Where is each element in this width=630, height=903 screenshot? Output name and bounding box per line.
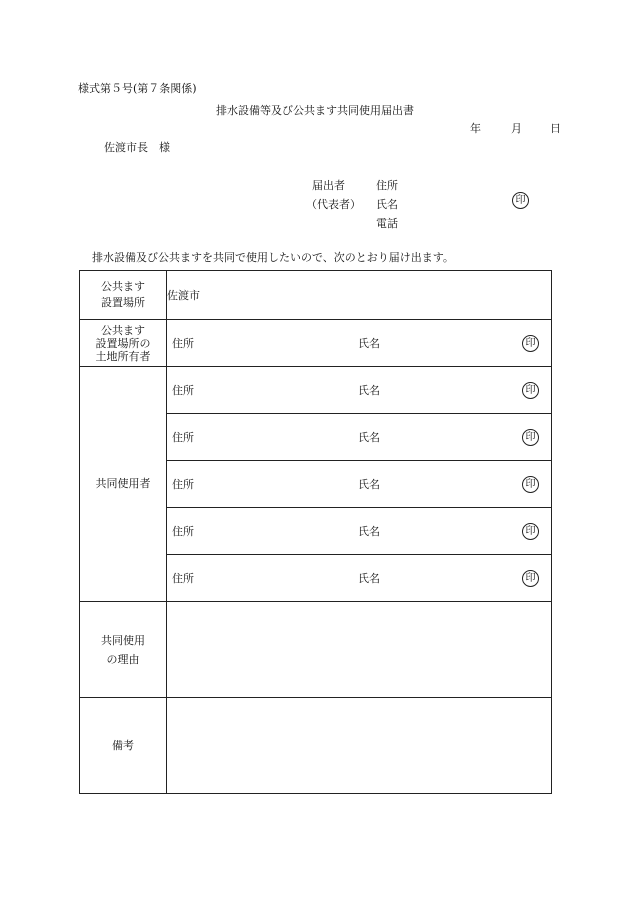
- user-name-label: 氏名: [358, 384, 380, 397]
- seal-mark: 印: [512, 192, 529, 209]
- user-name-label: 氏名: [358, 572, 380, 585]
- user-address-label: 住所: [172, 525, 194, 538]
- user-row-2[interactable]: [167, 414, 552, 461]
- notifier-phone-label: 電話: [376, 217, 398, 230]
- owner-label: [80, 320, 167, 367]
- user-seal: 印: [522, 570, 539, 587]
- user-row-4[interactable]: [167, 508, 552, 555]
- date-line: [470, 120, 561, 136]
- reason-label-line2: の理由: [106, 652, 140, 666]
- reason-label-line1: 共同使用: [101, 633, 145, 647]
- user-seal: 印: [522, 429, 539, 446]
- user-address-label: 住所: [172, 572, 194, 585]
- document-title: 排水設備等及び公共ます共同使用届出書: [216, 104, 414, 117]
- user-row-3[interactable]: [167, 461, 552, 508]
- user-name-label: 氏名: [358, 478, 380, 491]
- location-value: 佐渡市: [167, 289, 200, 302]
- user-name-label: 氏名: [358, 431, 380, 444]
- notifier-sublabel: （代表者）: [306, 198, 361, 211]
- location-label: [80, 271, 167, 320]
- addressee: 佐渡市長 様: [104, 141, 170, 154]
- owner-name-label: 氏名: [358, 337, 380, 350]
- owner-cell[interactable]: [167, 320, 552, 367]
- reason-cell[interactable]: [167, 602, 552, 698]
- user-seal: 印: [522, 476, 539, 493]
- remarks-label: 備考: [80, 698, 167, 794]
- users-label: 共同使用者: [80, 367, 167, 602]
- location-value-cell[interactable]: [167, 271, 552, 320]
- notifier-seal: [512, 192, 529, 209]
- user-address-label: 住所: [172, 478, 194, 491]
- location-label-line2: 設置場所: [101, 296, 145, 309]
- owner-label-line3: 土地所有者: [95, 349, 151, 363]
- notifier-block: [306, 176, 398, 233]
- notifier-label: 届出者: [312, 179, 345, 192]
- date-year-label: 年: [470, 122, 481, 135]
- owner-label-line2: 設置場所の: [95, 336, 151, 350]
- user-name-label: 氏名: [358, 525, 380, 538]
- user-address-label: 住所: [172, 384, 194, 397]
- user-row-1[interactable]: [167, 367, 552, 414]
- reason-label: [80, 602, 167, 698]
- application-table: [79, 270, 552, 794]
- owner-address-label: 住所: [172, 337, 194, 350]
- owner-seal: 印: [522, 335, 539, 352]
- user-row-5[interactable]: [167, 555, 552, 602]
- user-address-label: 住所: [172, 431, 194, 444]
- owner-label-line1: 公共ます: [101, 323, 145, 337]
- user-seal: 印: [522, 523, 539, 540]
- date-month-label: 月: [511, 122, 522, 135]
- location-label-line1: 公共ます: [101, 280, 145, 293]
- notifier-name-label: 氏名: [376, 198, 398, 211]
- user-seal: 印: [522, 382, 539, 399]
- date-day-label: 日: [550, 122, 561, 135]
- remarks-cell[interactable]: [167, 698, 552, 794]
- notifier-address-label: 住所: [376, 179, 398, 192]
- form-number: 様式第５号(第７条関係): [78, 82, 197, 95]
- statement: 排水設備及び公共ますを共同で使用したいので、次のとおり届け出ます。: [92, 251, 454, 264]
